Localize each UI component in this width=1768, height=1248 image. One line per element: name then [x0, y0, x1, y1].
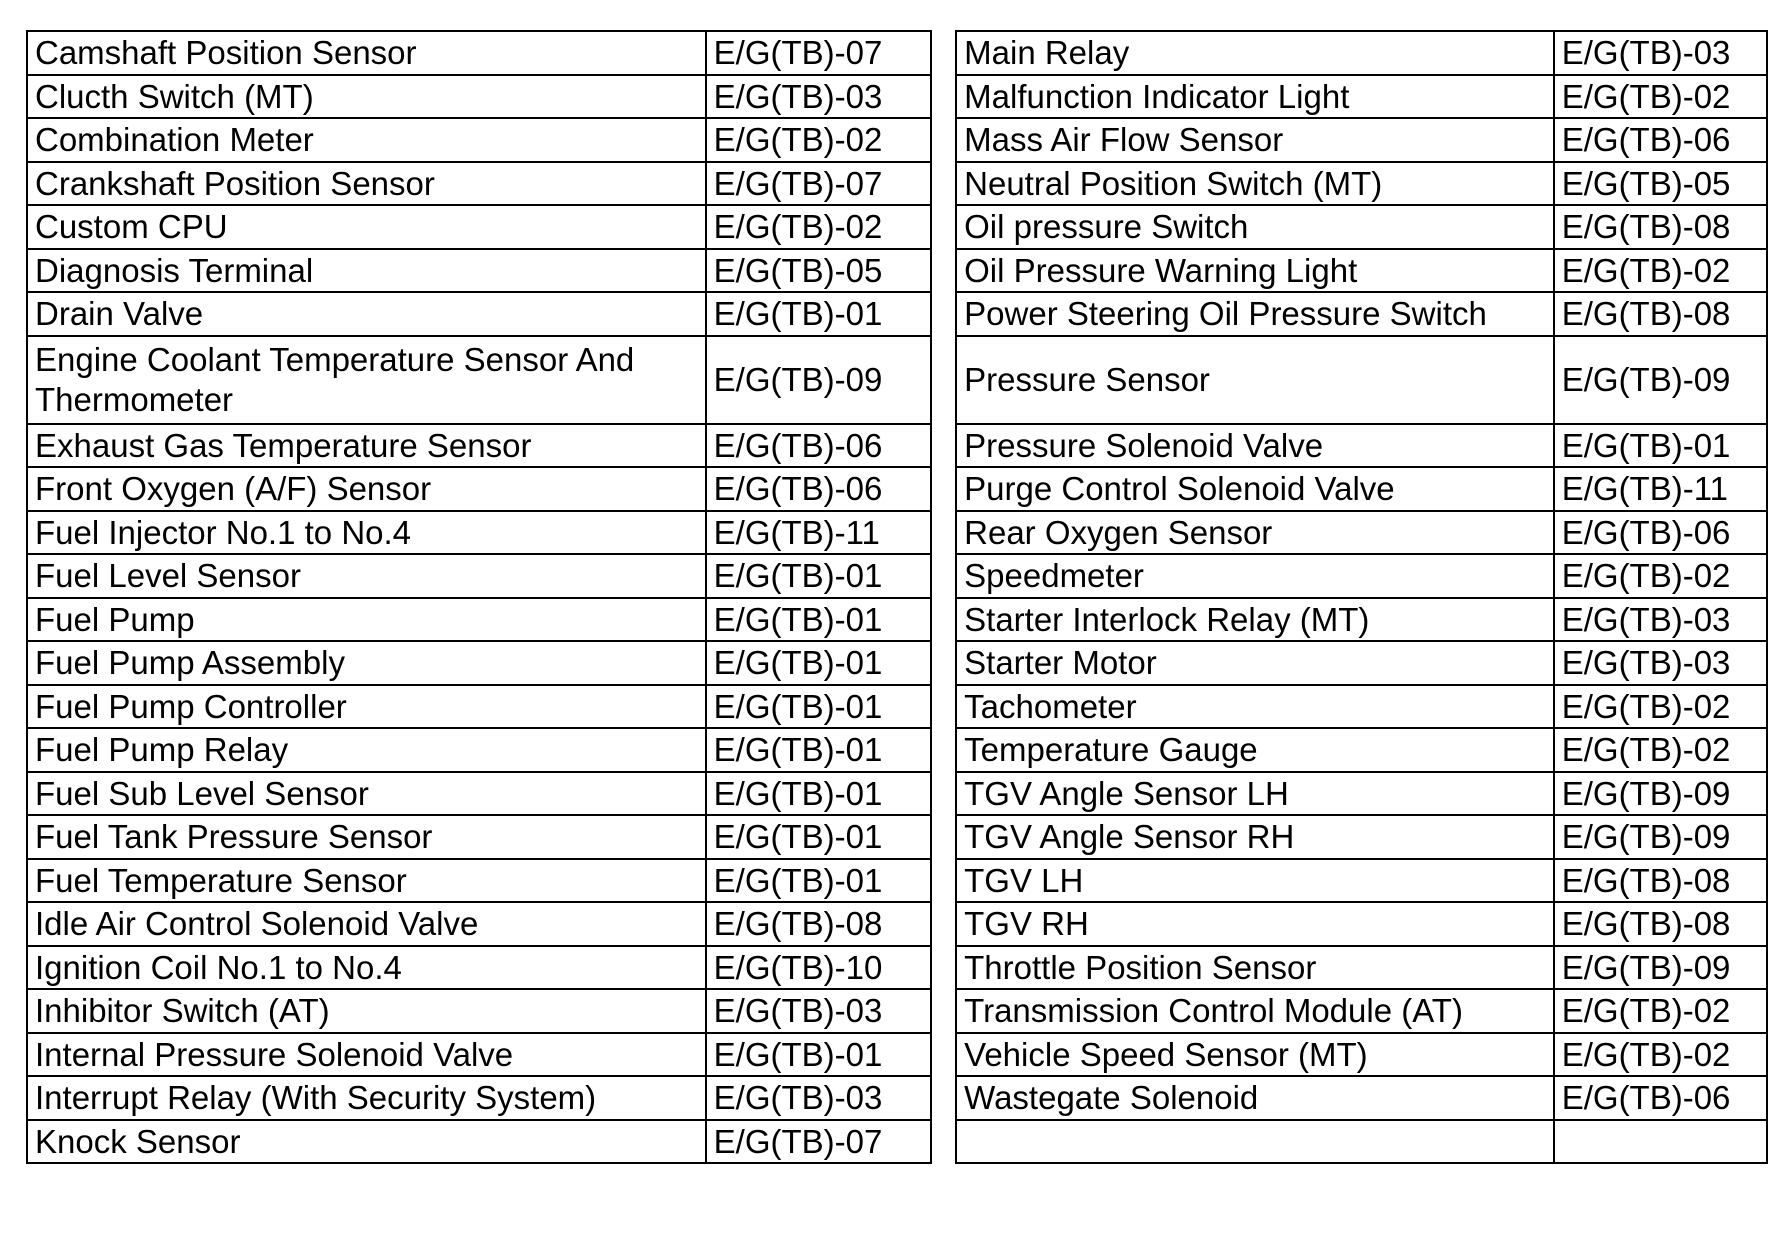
column-gap: [931, 75, 956, 119]
left-section-code: E/G(TB)-05: [706, 249, 931, 293]
left-section-code: E/G(TB)-09: [706, 336, 931, 424]
right-component-name: Tachometer: [956, 685, 1554, 729]
left-section-code: E/G(TB)-06: [706, 467, 931, 511]
right-section-code: E/G(TB)-11: [1554, 467, 1767, 511]
left-component-name: Fuel Level Sensor: [27, 554, 706, 598]
left-component-name: Fuel Pump Assembly: [27, 641, 706, 685]
right-component-name: Mass Air Flow Sensor: [956, 118, 1554, 162]
table-row: [27, 815, 1767, 859]
right-section-code: E/G(TB)-06: [1554, 511, 1767, 555]
left-component-name: Clucth Switch (MT): [27, 75, 706, 119]
right-section-code: E/G(TB)-08: [1554, 205, 1767, 249]
right-section-code: E/G(TB)-09: [1554, 946, 1767, 990]
left-component-name: Engine Coolant Temperature Sensor And Thermometer: [27, 336, 706, 424]
left-section-code: E/G(TB)-01: [706, 728, 931, 772]
right-component-name: Pressure Sensor: [956, 336, 1554, 424]
right-section-code: E/G(TB)-02: [1554, 249, 1767, 293]
left-section-code: E/G(TB)-03: [706, 1076, 931, 1120]
left-section-code: E/G(TB)-03: [706, 989, 931, 1033]
left-component-name: Fuel Injector No.1 to No.4: [27, 511, 706, 555]
column-gap: [931, 467, 956, 511]
right-section-code: E/G(TB)-08: [1554, 292, 1767, 336]
left-component-name: Ignition Coil No.1 to No.4: [27, 946, 706, 990]
left-section-code: E/G(TB)-01: [706, 772, 931, 816]
left-component-name: Camshaft Position Sensor: [27, 31, 706, 75]
left-section-code: E/G(TB)-08: [706, 902, 931, 946]
table-row: [27, 336, 1767, 424]
right-section-code: E/G(TB)-03: [1554, 641, 1767, 685]
table-row: [27, 1033, 1767, 1077]
column-gap: [931, 728, 956, 772]
table-row: [27, 31, 1767, 75]
left-component-name: Interrupt Relay (With Security System): [27, 1076, 706, 1120]
right-component-name: Pressure Solenoid Valve: [956, 424, 1554, 468]
right-component-name: Wastegate Solenoid: [956, 1076, 1554, 1120]
right-section-code: E/G(TB)-09: [1554, 336, 1767, 424]
right-component-name: Neutral Position Switch (MT): [956, 162, 1554, 206]
table-row: [27, 118, 1767, 162]
table-row: [27, 75, 1767, 119]
right-component-name: Transmission Control Module (AT): [956, 989, 1554, 1033]
left-section-code: E/G(TB)-07: [706, 1120, 931, 1164]
column-gap: [931, 1120, 956, 1164]
left-component-name: Inhibitor Switch (AT): [27, 989, 706, 1033]
table-row: [27, 511, 1767, 555]
table-row: [27, 772, 1767, 816]
left-component-name: Combination Meter: [27, 118, 706, 162]
column-gap: [931, 598, 956, 642]
right-component-name: TGV Angle Sensor LH: [956, 772, 1554, 816]
left-section-code: E/G(TB)-07: [706, 31, 931, 75]
column-gap: [931, 162, 956, 206]
right-component-name: Starter Motor: [956, 641, 1554, 685]
left-section-code: E/G(TB)-02: [706, 118, 931, 162]
table-row: [27, 728, 1767, 772]
column-gap: [931, 989, 956, 1033]
right-component-name: Rear Oxygen Sensor: [956, 511, 1554, 555]
column-gap: [931, 772, 956, 816]
table-row: [27, 1076, 1767, 1120]
right-section-code: E/G(TB)-02: [1554, 75, 1767, 119]
right-component-name: TGV LH: [956, 859, 1554, 903]
component-index-table: [26, 30, 1768, 1164]
column-gap: [931, 685, 956, 729]
left-component-name: Diagnosis Terminal: [27, 249, 706, 293]
right-section-code: E/G(TB)-03: [1554, 598, 1767, 642]
table-row: [27, 162, 1767, 206]
right-section-code: E/G(TB)-09: [1554, 815, 1767, 859]
column-gap: [931, 336, 956, 424]
column-gap: [931, 859, 956, 903]
left-section-code: E/G(TB)-11: [706, 511, 931, 555]
left-component-name: Exhaust Gas Temperature Sensor: [27, 424, 706, 468]
left-component-name: Fuel Sub Level Sensor: [27, 772, 706, 816]
right-section-code: E/G(TB)-01: [1554, 424, 1767, 468]
right-section-code: E/G(TB)-09: [1554, 772, 1767, 816]
left-component-name: Idle Air Control Solenoid Valve: [27, 902, 706, 946]
left-section-code: E/G(TB)-06: [706, 424, 931, 468]
table-row: [27, 989, 1767, 1033]
left-component-name: Drain Valve: [27, 292, 706, 336]
table-row: [27, 467, 1767, 511]
column-gap: [931, 249, 956, 293]
left-component-name: Custom CPU: [27, 205, 706, 249]
left-section-code: E/G(TB)-03: [706, 75, 931, 119]
right-component-name: Malfunction Indicator Light: [956, 75, 1554, 119]
left-section-code: E/G(TB)-01: [706, 641, 931, 685]
right-section-code: E/G(TB)-02: [1554, 989, 1767, 1033]
table-row: [27, 249, 1767, 293]
right-component-name: Oil Pressure Warning Light: [956, 249, 1554, 293]
left-section-code: E/G(TB)-01: [706, 859, 931, 903]
table-row: [27, 859, 1767, 903]
right-component-name: Oil pressure Switch: [956, 205, 1554, 249]
right-section-code: [1554, 1120, 1767, 1164]
right-section-code: E/G(TB)-03: [1554, 31, 1767, 75]
left-component-name: Fuel Pump: [27, 598, 706, 642]
right-component-name: Power Steering Oil Pressure Switch: [956, 292, 1554, 336]
left-section-code: E/G(TB)-01: [706, 815, 931, 859]
column-gap: [931, 1076, 956, 1120]
right-section-code: E/G(TB)-06: [1554, 118, 1767, 162]
table-row: [27, 685, 1767, 729]
right-component-name: Throttle Position Sensor: [956, 946, 1554, 990]
left-component-name: Fuel Pump Controller: [27, 685, 706, 729]
right-component-name: Starter Interlock Relay (MT): [956, 598, 1554, 642]
right-section-code: E/G(TB)-06: [1554, 1076, 1767, 1120]
table-row: [27, 554, 1767, 598]
right-component-name: [956, 1120, 1554, 1164]
right-component-name: Temperature Gauge: [956, 728, 1554, 772]
left-section-code: E/G(TB)-01: [706, 1033, 931, 1077]
right-component-name: TGV RH: [956, 902, 1554, 946]
left-section-code: E/G(TB)-01: [706, 598, 931, 642]
column-gap: [931, 424, 956, 468]
column-gap: [931, 946, 956, 990]
left-section-code: E/G(TB)-01: [706, 554, 931, 598]
left-section-code: E/G(TB)-07: [706, 162, 931, 206]
column-gap: [931, 31, 956, 75]
table-row: [27, 946, 1767, 990]
table-row: [27, 424, 1767, 468]
column-gap: [931, 902, 956, 946]
table-row: [27, 902, 1767, 946]
left-component-name: Fuel Tank Pressure Sensor: [27, 815, 706, 859]
right-component-name: Speedmeter: [956, 554, 1554, 598]
right-section-code: E/G(TB)-02: [1554, 554, 1767, 598]
left-component-name: Fuel Pump Relay: [27, 728, 706, 772]
right-section-code: E/G(TB)-02: [1554, 685, 1767, 729]
right-component-name: Main Relay: [956, 31, 1554, 75]
table-row: [27, 1120, 1767, 1164]
left-component-name: Crankshaft Position Sensor: [27, 162, 706, 206]
column-gap: [931, 118, 956, 162]
right-section-code: E/G(TB)-08: [1554, 859, 1767, 903]
left-component-name: Internal Pressure Solenoid Valve: [27, 1033, 706, 1077]
table-row: [27, 598, 1767, 642]
column-gap: [931, 641, 956, 685]
column-gap: [931, 511, 956, 555]
left-section-code: E/G(TB)-10: [706, 946, 931, 990]
right-component-name: TGV Angle Sensor RH: [956, 815, 1554, 859]
right-section-code: E/G(TB)-05: [1554, 162, 1767, 206]
column-gap: [931, 292, 956, 336]
column-gap: [931, 815, 956, 859]
right-section-code: E/G(TB)-02: [1554, 728, 1767, 772]
right-section-code: E/G(TB)-02: [1554, 1033, 1767, 1077]
table-row: [27, 292, 1767, 336]
left-section-code: E/G(TB)-02: [706, 205, 931, 249]
right-component-name: Purge Control Solenoid Valve: [956, 467, 1554, 511]
left-component-name: Knock Sensor: [27, 1120, 706, 1164]
left-component-name: Fuel Temperature Sensor: [27, 859, 706, 903]
column-gap: [931, 205, 956, 249]
right-component-name: Vehicle Speed Sensor (MT): [956, 1033, 1554, 1077]
column-gap: [931, 554, 956, 598]
right-section-code: E/G(TB)-08: [1554, 902, 1767, 946]
table-row: [27, 205, 1767, 249]
column-gap: [931, 1033, 956, 1077]
table-row: [27, 641, 1767, 685]
left-section-code: E/G(TB)-01: [706, 685, 931, 729]
left-section-code: E/G(TB)-01: [706, 292, 931, 336]
left-component-name: Front Oxygen (A/F) Sensor: [27, 467, 706, 511]
table-body: [27, 31, 1767, 1163]
